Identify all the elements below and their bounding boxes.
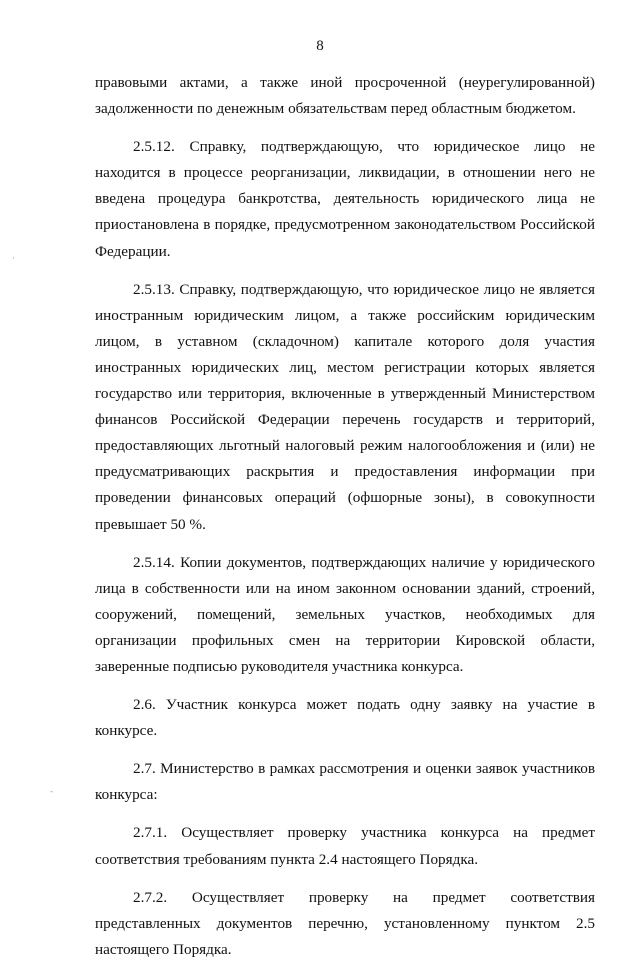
paragraph-2-5-13: 2.5.13. Справку, подтверждающую, что юридическое лицо не является иностранным юридическим лицом, а также российским юридическим лицом, в уставном (складочном) капитале которого доля участия иностранных юридических лиц, местом регистрации которых является государство или территория, включенные в утвержденный Министерством финансов Российской Федерации перечень государств и территорий, предоставляющих льготный налоговый режим налогообложения и (или) не предусматривающих раскрытия и предоставления информации при проведении финансовых операций (офшорные зоны), в совокупности превышает 50 %. xyxy=(95,280,595,533)
page-number: 8 xyxy=(316,38,324,54)
scan-mark: · xyxy=(12,253,15,263)
paragraph-2-5-12: 2.5.12. Справку, подтверждающую, что юридическое лицо не находится в процессе реорганизации, ликвидации, в отношении него не введена процедура банкротства, деятельность юридического лица не приостановлена в порядке, предусмотренном законодательством Российской Федерации. xyxy=(95,138,595,260)
paragraph-2-7-2: 2.7.2. Осуществляет проверку на предмет соответствия представленных документов перечню, установленному пунктом 2.5 настоящего Порядка. xyxy=(95,888,595,958)
paragraph-continuation: правовыми актами, а также иной просроченной (неурегулированной) задолженности по денежным обязательствам перед областным бюджетом. xyxy=(95,74,595,118)
document-body xyxy=(95,70,595,975)
paragraph-2-7-1: 2.7.1. Осуществляет проверку участника конкурса на предмет соответствия требованиям пункта 2.4 настоящего Порядка. xyxy=(95,824,595,868)
paragraph-2-6: 2.6. Участник конкурса может подать одну заявку на участие в конкурсе. xyxy=(95,696,595,740)
scan-mark: - xyxy=(50,786,53,796)
paragraph-2-5-14: 2.5.14. Копии документов, подтверждающих наличие у юридического лица в собственности или на ином законном основании зданий, строений, сооружений, помещений, земельных участков, необходимых для организации профильных смен на территории Кировской области, заверенные подписью руководителя участника конкурса. xyxy=(95,553,595,675)
paragraph-2-7: 2.7. Министерство в рамках рассмотрения и оценки заявок участников конкурса: xyxy=(95,760,595,804)
